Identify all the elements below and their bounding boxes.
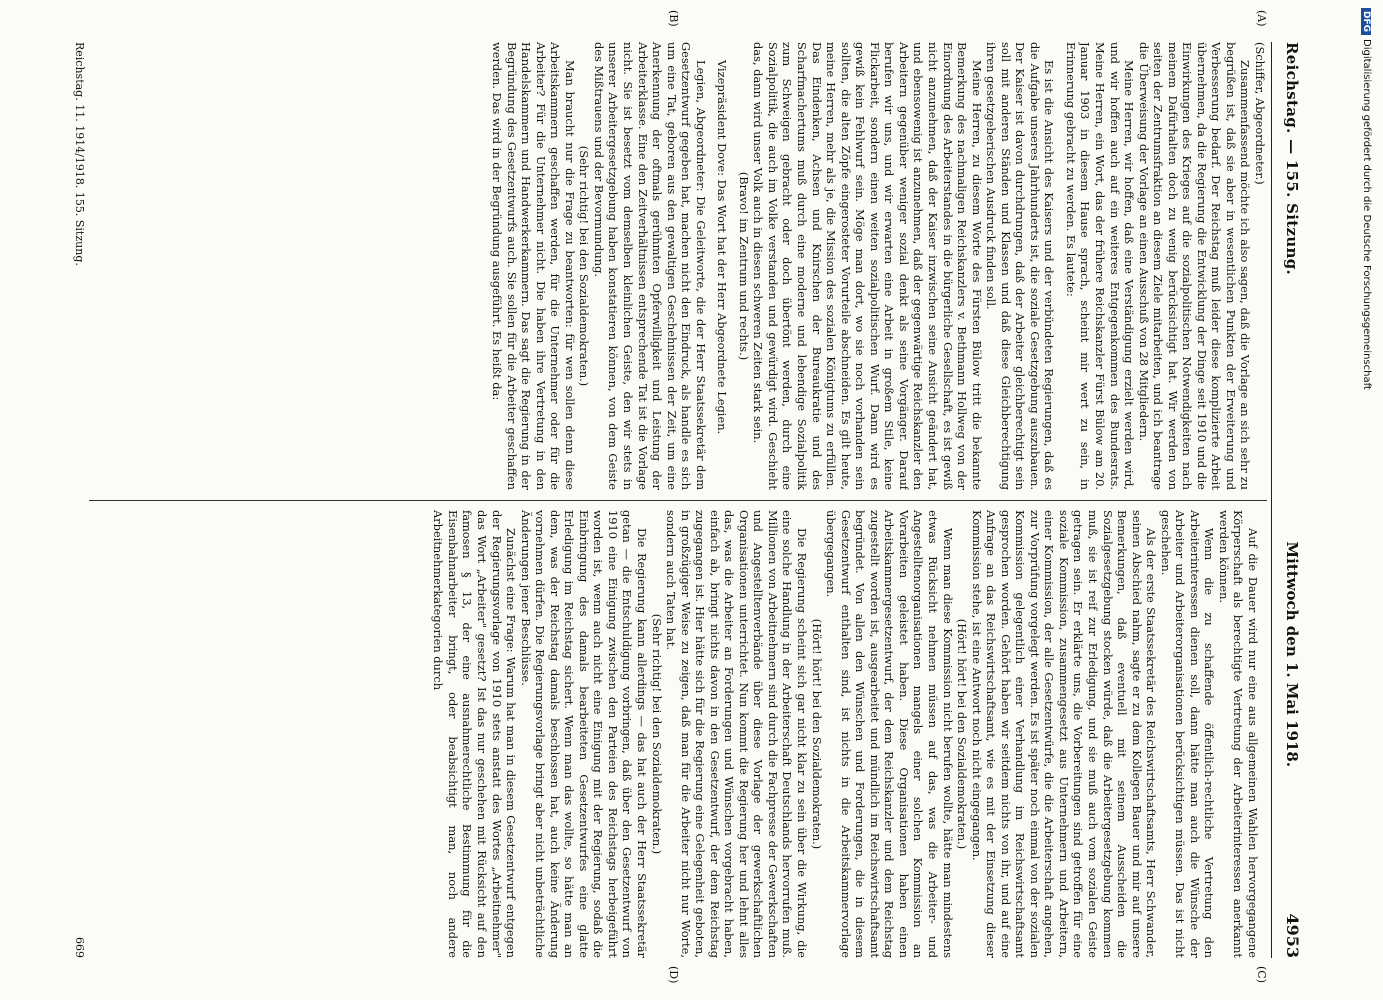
footer-source: Reichstag. 11. 1914/1918. 155. Sitzung.	[73, 42, 86, 266]
header-rule	[1271, 42, 1272, 958]
paragraph: Die Regierung scheint sich gar nicht klar zu sein über die Wirkung, die eine solche Handlung in der Arbeiterschaft Deutschlands hervorrufen muß. Millionen von Arbeitnehmern sind durch die Fachpresse der Gewerkschaften und Angestelltenverbände über diese Vorlage der gewerkschaftlichen Organisationen unterrichtet. Nun kommt die Regierung her und lehnt alles das, was die Arbeiter an Forderungen und Wünschen vorgebracht haben, einfach ab, bringt nichts davon in den Gesetzentwurf, der dem Reichstag zugegangen ist. Hier hätte sich für die Regierung eine Gelegenheit geboten, in großzügiger Weise zu zeigen, daß man für die Arbeiter nicht nur Worte, sondern auch Taten hat.	[664, 510, 810, 958]
paragraph: Man braucht nur die Frage zu beantworten: für wen sollen denn diese Arbeitskammern geschaffen werden, für die Unternehmer oder für die Arbeiter? Für die Unternehmer nicht. Die haben ihre Vertretung in den Handelskammern und Handwerkerkammern. Das sagt die Regierung in der Begründung des Gesetzentwurfs auch. Sie sollen für die Arbeiter geschaffen werden. Das wird in der Begründung ausgeführt. Es heißt da:	[490, 42, 577, 490]
paragraph: Die Regierung kann allerdings — das hat auch der Herr Staatssekretär getan — die Entschuldigung vorbringen, daß über den Gesetzentwurf von 1910 eine Einigung zwischen den Parteien des Reichstags herbeigeführt worden ist, wenn auch nicht eine Einigung mit der Regierung, sodaß die Einbringung des damals bearbeiteten Gesetzentwurfes eine glatte Erledigung im Reichstag sichert. Wenn man das wollte, so hätte man an dem, was der Reichstag damals beschlossen hat, auch keine Änderung vornehmen dürfen. Die Regierungsvorlage bringt aber nicht unbeträchtliche Änderungen jener Beschlüsse.	[518, 510, 650, 958]
paragraph: Zunächst eine Frage: Warum hat man in diesem Gesetzentwurf entgegen der Regierungsvorlage von 1910 stets anstatt des Wortes „Arbeitnehmer" das Wort „Arbeiter" gesetzt? Ist das nur geschehen mit Rücksicht auf den famosen § 13, der eine ausnahmerechtliche Bestimmung für die Eisenbahnarbeiter bringt, oder beabsichtigt man, noch andere Arbeitnehmerkategorien durch	[431, 510, 519, 958]
digitization-credit	[1352, 8, 1374, 938]
rotated-document-page	[20, 0, 1320, 1000]
text-columns	[89, 42, 1267, 958]
paragraph: (Bravo! im Zentrum und rechts.)	[736, 171, 751, 361]
paragraph: (Schiffer, Abgeordneter.)	[1253, 42, 1267, 185]
paragraph: (Sehr richtig! bei den Sozialdemokraten.)	[649, 613, 664, 855]
dfg-logo-icon: DFG	[1361, 8, 1371, 35]
paragraph: Wenn man diese Kommission nicht berufen wollte, hätte man mindestens etwas Rücksicht nehmen müssen auf das, was die Arbeiter- und Angestelltenorganisationen mangels einer solchen Kommission an Vorarbeiten geleistet haben. Diese Organisationen haben einen Arbeitskammergesetzentwurf, der dem Reichskanzler und dem Reichstag zugestellt worden ist, ausgearbeitet und mündlich im Reichswirtschaftsamt begründet. Von allen den Wünschen und Forderungen, die in diesem Gesetzentwurf enthalten sind, ist nichts in die Arbeitskammervorlage übergegangen.	[824, 510, 955, 958]
margin-letter-d: (D)	[667, 966, 680, 984]
paragraph: Vizepräsident Dove: Das Wort hat der Herr Abgeordnete Legien.	[715, 60, 730, 435]
page-footer	[73, 42, 86, 958]
footer-sheet-number: 669	[73, 937, 86, 958]
credit-text: Digitalisierung gefördert durch die Deutsche Forschungsgemeinschaft	[1361, 39, 1372, 390]
column-left	[89, 42, 1267, 490]
paragraph: Meine Herren, zu diesem Worte des Fürsten Bülow tritt die bekannte Bemerkung des nachmaligen Reichskanzlers v. Bethmann Hollweg von der Einordnung des Arbeiterstandes in die bürgerliche Gesellschaft, es ist gewiß nicht anzunehmen, daß der Kaiser inzwischen seine Ansicht geändert hat, und ebensowenig ist anzunehmen, daß der gegenwärtige Reichskanzler den Arbeitern gegenüber weniger sozial denkt als seine Vorgänger. Darauf berufen wir uns, und wir erwarten eine Arbeit in großem Stile, keine Flickarbeit, sondern einen weiten sozialpolitischen Wurf. Dann wird es gewiß kein Fehlwurf sein. Möge man dort, wo sie noch vorhanden sein sollten, die alten Zöpfe eingerosteter Vorurteile abschneiden. Es gilt heute, meine Herren, mehr als je, die Mission des sozialen Königtums zu erfüllen. Das Eindenken, Achsen und Knirschen der Bureaukratie und des Scharfmachertums muß durch eine moderne und lebendige Sozialpolitik zum Schweigen gebracht oder doch übertönt werden, durch eine Sozialpolitik, die auch im Volke verstanden und gewürdigt wird. Geschieht das, dann wird unser Volk auch in diesen schweren Zeiten stark sein.	[751, 42, 984, 490]
paragraph: Wenn die zu schaffende öffentlich-rechtliche Vertretung den Arbeiterinteressen dienen soll, dann hätte man auch die Wünsche der Arbeiter und Arbeiterorganisationen berücksichtigen müssen. Das ist nicht geschehen.	[1158, 510, 1217, 958]
paragraph: Es ist die Ansicht des Kaisers und der verbündeten Regierungen, daß es die Aufgabe unseres Jahrhunderts ist, die soziale Gesetzgebung auszubauen. Der Kaiser ist davon durchdrungen, daß der Arbeiter gleichberechtigt sein soll mit anderen Ständen und Klassen und daß diese Gleichberechtigung ihren gesetzgeberischen Ausdruck finden soll.	[984, 42, 1057, 490]
paragraph: Als der erste Staatssekretär des Reichswirtschaftsamts, Herr Schwander, seinen Abschied nahm, sagte er zu dem Kollegen Bauer und mir auf unsere Bemerkungen, daß eventuell mit seinem Ausscheiden die Sozialgesetzgebung stocken würde, daß die Arbeitergesetzgebung kommen muß, sie ist reif zur Erledigung, und sie muß auch vom sozialen Geiste getragen sein. Er erklärte uns, die Vorbereitungen sind getroffen für eine soziale Kommission, zusammengesetzt aus Unternehmern und Arbeitern, einer Kommission, der alle Gesetzentwürfe, die die Arbeiterschaft angehen, zur Vorprüfung vorgelegt werden. Es ist später noch einmal von der sozialen Kommission gelegentlich einer Verhandlung im Reichswirtschaftsamt gesprochen worden. Gehört haben wir seitdem nichts von ihr, und auf eine Anfrage an das Reichswirtschaftsamt, wie es mit der Einsetzung dieser Kommission stehe, ist eine Antwort noch nicht eingegangen.	[969, 510, 1159, 958]
margin-letter-c: (C)	[1255, 966, 1268, 983]
paragraph: (Hört! hört! bei den Sozialdemokraten.)	[955, 618, 970, 850]
paragraph: (Sehr richtig! bei den Sozialdemokraten.)	[577, 145, 592, 387]
margin-letter-a: (A)	[1255, 10, 1268, 27]
column-divider	[89, 500, 1267, 501]
paragraph: Legien, Abgeordneter: Die Geleitworte, die der Herr Staatssekretär dem Gesetzentwurf gegeben hat, machen nicht den Eindruck, als handle es sich um eine Tat, geboren aus den gewaltigen Geschehnissen der Zeit, um eine Anerkennung der oftmals gerühmten Opferwilligkeit und Leistung der Arbeiterklasse. Eine den Zeitverhältnissen entsprechende Tat ist die Vorlage nicht. Sie ist besetzt vom demselben kleinlichen Geiste, den wir stets in unserer Arbeitergesetzgebung haben konstatieren können, von dem Geiste des Mißtrauens und der Bevormundung.	[591, 42, 708, 490]
paragraph: Zusammenfassend möchte ich also sagen, daß die Vorlage an sich sehr zu begrüßen ist, daß sie aber in wesentlichen Punkten der Erweiterung und Verbesserung bedarf. Der Reichstag muß leider diese komplizierte Arbeit übernehmen, da die Regierung die Entwicklung der Dinge seit 1910 und die Einwirkungen des Krieges auf die sozialpolitischen Notwendigkeiten nach meinem Dafürhalten doch zu wenig berücksichtigt hat. Wir werden von seiten der Zentrumsfraktion an diesem Ziele mitarbeiten, und ich beantrage die Überweisung der Vorlage an einen Ausschuß von 28 Mitgliedern.	[1136, 42, 1253, 490]
header-date: Mittwoch den 1. Mai 1918.	[1283, 541, 1301, 768]
page-header	[1276, 42, 1302, 958]
page-number: 4953	[1283, 913, 1302, 958]
header-session: Reichstag. — 155. Sitzung.	[1283, 42, 1301, 276]
paragraph: Auf die Dauer wird nur eine aus allgemeinen Wahlen hervorgegangene Körperschaft als berechtigte Vertretung der Arbeiterinteressen anerkannt werden können.	[1216, 510, 1260, 958]
column-right	[89, 510, 1267, 958]
paragraph: (Hört! hört! bei den Sozialdemokraten.)	[809, 618, 824, 850]
margin-letter-b: (B)	[667, 10, 680, 27]
paragraph: Meine Herren, wir hoffen, daß eine Verständigung erzielt werden wird, und wir hoffen auch auf ein weiteres Entgegenkommen des Bundesrats. Meine Herren, ein Wort, das der frühere Reichskanzler Fürst Bülow am 20. Januar 1903 in diesem Hause sprach, scheint mir wert zu sein, in Erinnerung gebracht zu werden. Es lautete:	[1063, 42, 1137, 490]
